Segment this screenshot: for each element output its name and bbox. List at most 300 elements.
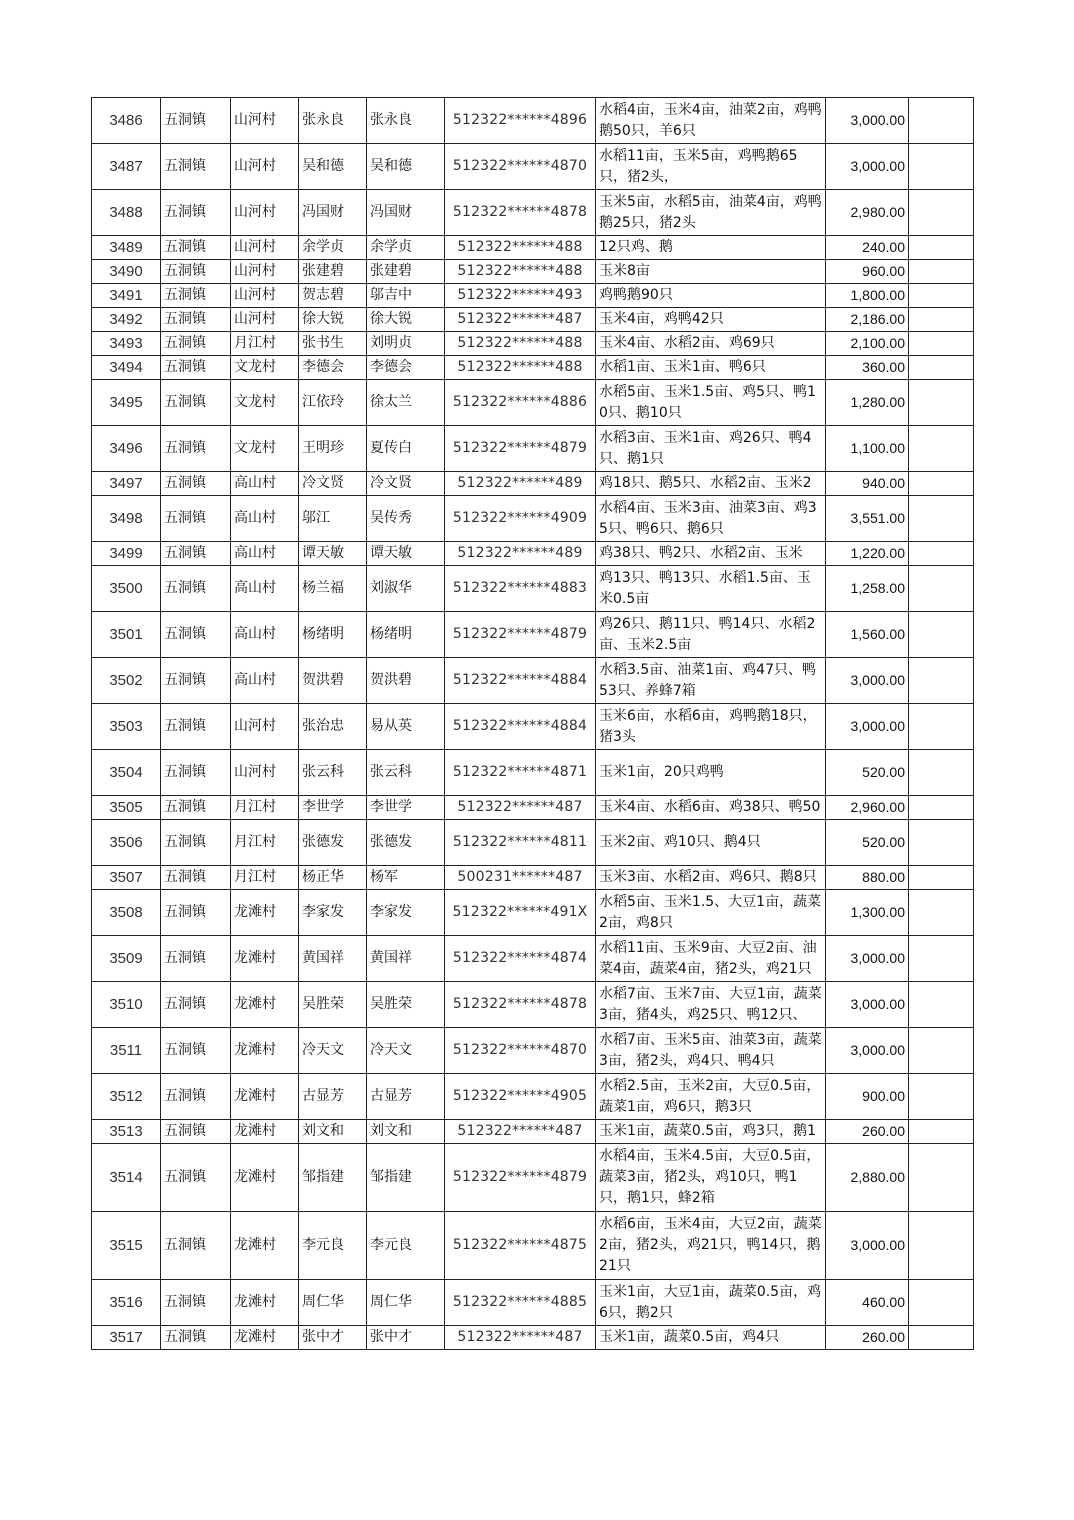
row-number-cell: 3486	[92, 98, 161, 144]
subsidy-amount-cell: 3,551.00	[826, 496, 909, 542]
subsidy-amount-cell: 460.00	[826, 1280, 909, 1326]
row-number-cell: 3513	[92, 1120, 161, 1144]
payee-name-cell: 吴传秀	[367, 496, 445, 542]
village-cell: 龙滩村	[231, 890, 299, 936]
table-row	[92, 1212, 974, 1280]
production-description-cell: 玉米6亩，水稻6亩，鸡鸭鹅18只，猪3头	[596, 704, 826, 750]
village-cell: 文龙村	[231, 356, 299, 380]
row-number-cell: 3512	[92, 1074, 161, 1120]
village-cell: 龙滩村	[231, 1120, 299, 1144]
payee-name-cell: 徐太兰	[367, 380, 445, 426]
payee-name-cell: 杨军	[367, 866, 445, 890]
remarks-cell	[909, 612, 974, 658]
town-cell: 五洞镇	[161, 820, 231, 866]
id-number-cell: 512322******489	[445, 472, 596, 496]
subsidy-amount-cell: 520.00	[826, 750, 909, 796]
id-number-cell: 512322******489	[445, 542, 596, 566]
household-head-cell: 邬江	[299, 496, 367, 542]
payee-name-cell: 古显芳	[367, 1074, 445, 1120]
town-cell: 五洞镇	[161, 890, 231, 936]
payee-name-cell: 徐大锐	[367, 308, 445, 332]
town-cell: 五洞镇	[161, 658, 231, 704]
production-description-cell: 12只鸡、鹅	[596, 236, 826, 260]
production-description-cell: 水稻7亩、玉米7亩、大豆1亩，蔬菜3亩，猪4头，鸡25只、鸭12只、	[596, 982, 826, 1028]
payee-name-cell: 张永良	[367, 98, 445, 144]
id-number-cell: 512322******487	[445, 796, 596, 820]
town-cell: 五洞镇	[161, 750, 231, 796]
production-description-cell: 水稻3亩、玉米1亩、鸡26只、鸭4只、鹅1只	[596, 426, 826, 472]
id-number-cell: 512322******487	[445, 308, 596, 332]
table-row	[92, 144, 974, 190]
village-cell: 月江村	[231, 796, 299, 820]
table-body	[92, 98, 974, 1350]
table-row	[92, 1074, 974, 1120]
village-cell: 龙滩村	[231, 936, 299, 982]
id-number-cell: 512322******4811	[445, 820, 596, 866]
id-number-cell: 512322******4878	[445, 982, 596, 1028]
row-number-cell: 3516	[92, 1280, 161, 1326]
household-head-cell: 古显芳	[299, 1074, 367, 1120]
town-cell: 五洞镇	[161, 704, 231, 750]
payee-name-cell: 刘淑华	[367, 566, 445, 612]
row-number-cell: 3517	[92, 1326, 161, 1350]
remarks-cell	[909, 380, 974, 426]
household-head-cell: 邹指建	[299, 1144, 367, 1212]
subsidy-amount-cell: 1,100.00	[826, 426, 909, 472]
production-description-cell: 水稻4亩，玉米4亩，油菜2亩，鸡鸭鹅50只，羊6只	[596, 98, 826, 144]
production-description-cell: 水稻5亩、玉米1.5、大豆1亩，蔬菜2亩，鸡8只	[596, 890, 826, 936]
payee-name-cell: 张中才	[367, 1326, 445, 1350]
village-cell: 龙滩村	[231, 1144, 299, 1212]
town-cell: 五洞镇	[161, 982, 231, 1028]
payee-name-cell: 夏传白	[367, 426, 445, 472]
id-number-cell: 512322******488	[445, 356, 596, 380]
town-cell: 五洞镇	[161, 936, 231, 982]
table-row	[92, 98, 974, 144]
village-cell: 龙滩村	[231, 1074, 299, 1120]
table-row	[92, 1120, 974, 1144]
town-cell: 五洞镇	[161, 426, 231, 472]
row-number-cell: 3488	[92, 190, 161, 236]
row-number-cell: 3514	[92, 1144, 161, 1212]
town-cell: 五洞镇	[161, 1028, 231, 1074]
row-number-cell: 3515	[92, 1212, 161, 1280]
row-number-cell: 3489	[92, 236, 161, 260]
production-description-cell: 玉米4亩、水稻2亩、鸡69只	[596, 332, 826, 356]
table-row	[92, 750, 974, 796]
subsidy-amount-cell: 2,980.00	[826, 190, 909, 236]
payee-name-cell: 李世学	[367, 796, 445, 820]
table-row	[92, 356, 974, 380]
payee-name-cell: 吴胜荣	[367, 982, 445, 1028]
household-head-cell: 李元良	[299, 1212, 367, 1280]
id-number-cell: 512322******493	[445, 284, 596, 308]
table-row	[92, 866, 974, 890]
household-head-cell: 黄国祥	[299, 936, 367, 982]
table-row	[92, 496, 974, 542]
remarks-cell	[909, 332, 974, 356]
table-row	[92, 1280, 974, 1326]
subsidy-amount-cell: 2,100.00	[826, 332, 909, 356]
village-cell: 文龙村	[231, 426, 299, 472]
remarks-cell	[909, 496, 974, 542]
row-number-cell: 3507	[92, 866, 161, 890]
household-head-cell: 张德发	[299, 820, 367, 866]
row-number-cell: 3491	[92, 284, 161, 308]
production-description-cell: 水稻11亩，玉米5亩，鸡鸭鹅65只，猪2头，	[596, 144, 826, 190]
production-description-cell: 鸡26只、鹅11只、鸭14只、水稻2亩、玉米2.5亩	[596, 612, 826, 658]
village-cell: 高山村	[231, 612, 299, 658]
village-cell: 龙滩村	[231, 1212, 299, 1280]
village-cell: 高山村	[231, 566, 299, 612]
table-row	[92, 612, 974, 658]
village-cell: 龙滩村	[231, 982, 299, 1028]
remarks-cell	[909, 890, 974, 936]
table-row	[92, 426, 974, 472]
remarks-cell	[909, 356, 974, 380]
remarks-cell	[909, 1144, 974, 1212]
production-description-cell: 水稻1亩、玉米1亩、鸭6只	[596, 356, 826, 380]
table-row	[92, 658, 974, 704]
id-number-cell: 512322******4879	[445, 1144, 596, 1212]
table-row	[92, 260, 974, 284]
village-cell: 月江村	[231, 332, 299, 356]
subsidy-amount-cell: 240.00	[826, 236, 909, 260]
table-row	[92, 566, 974, 612]
household-head-cell: 吴胜荣	[299, 982, 367, 1028]
table-row	[92, 190, 974, 236]
household-head-cell: 张书生	[299, 332, 367, 356]
town-cell: 五洞镇	[161, 308, 231, 332]
remarks-cell	[909, 936, 974, 982]
id-number-cell: 512322******487	[445, 1120, 596, 1144]
town-cell: 五洞镇	[161, 98, 231, 144]
subsidy-amount-cell: 3,000.00	[826, 704, 909, 750]
town-cell: 五洞镇	[161, 566, 231, 612]
town-cell: 五洞镇	[161, 284, 231, 308]
production-description-cell: 水稻4亩、玉米3亩、油菜3亩、鸡35只、鸭6只、鹅6只	[596, 496, 826, 542]
remarks-cell	[909, 658, 974, 704]
remarks-cell	[909, 566, 974, 612]
village-cell: 龙滩村	[231, 1280, 299, 1326]
remarks-cell	[909, 1120, 974, 1144]
remarks-cell	[909, 190, 974, 236]
id-number-cell: 512322******4896	[445, 98, 596, 144]
table-row	[92, 472, 974, 496]
table-row	[92, 796, 974, 820]
payee-name-cell: 李家发	[367, 890, 445, 936]
table-row	[92, 1144, 974, 1212]
village-cell: 山河村	[231, 704, 299, 750]
village-cell: 龙滩村	[231, 1028, 299, 1074]
id-number-cell: 512322******4879	[445, 426, 596, 472]
payee-name-cell: 吴和德	[367, 144, 445, 190]
id-number-cell: 512322******488	[445, 236, 596, 260]
remarks-cell	[909, 820, 974, 866]
id-number-cell: 512322******488	[445, 260, 596, 284]
payee-name-cell: 周仁华	[367, 1280, 445, 1326]
row-number-cell: 3509	[92, 936, 161, 982]
production-description-cell: 玉米1亩，大豆1亩，蔬菜0.5亩，鸡6只，鹅2只	[596, 1280, 826, 1326]
household-head-cell: 张中才	[299, 1326, 367, 1350]
payee-name-cell: 张建碧	[367, 260, 445, 284]
town-cell: 五洞镇	[161, 796, 231, 820]
row-number-cell: 3497	[92, 472, 161, 496]
village-cell: 文龙村	[231, 380, 299, 426]
town-cell: 五洞镇	[161, 1212, 231, 1280]
row-number-cell: 3498	[92, 496, 161, 542]
subsidy-amount-cell: 1,220.00	[826, 542, 909, 566]
remarks-cell	[909, 426, 974, 472]
row-number-cell: 3494	[92, 356, 161, 380]
production-description-cell: 水稻4亩，玉米4.5亩，大豆0.5亩，蔬菜3亩，猪2头，鸡10只，鸭1只，鹅1只，蜂2箱	[596, 1144, 826, 1212]
payee-name-cell: 张云科	[367, 750, 445, 796]
subsidy-amount-cell: 1,800.00	[826, 284, 909, 308]
village-cell: 山河村	[231, 98, 299, 144]
remarks-cell	[909, 144, 974, 190]
town-cell: 五洞镇	[161, 190, 231, 236]
village-cell: 月江村	[231, 820, 299, 866]
id-number-cell: 512322******4870	[445, 144, 596, 190]
household-head-cell: 李家发	[299, 890, 367, 936]
production-description-cell: 玉米8亩	[596, 260, 826, 284]
household-head-cell: 李世学	[299, 796, 367, 820]
household-head-cell: 杨正华	[299, 866, 367, 890]
subsidy-amount-cell: 1,280.00	[826, 380, 909, 426]
subsidy-amount-cell: 960.00	[826, 260, 909, 284]
town-cell: 五洞镇	[161, 1144, 231, 1212]
row-number-cell: 3487	[92, 144, 161, 190]
payee-name-cell: 冷文贤	[367, 472, 445, 496]
production-description-cell: 玉米1亩，蔬菜0.5亩，鸡3只，鹅1	[596, 1120, 826, 1144]
household-head-cell: 王明珍	[299, 426, 367, 472]
remarks-cell	[909, 1326, 974, 1350]
remarks-cell	[909, 796, 974, 820]
production-description-cell: 玉米5亩，水稻5亩，油菜4亩，鸡鸭鹅25只，猪2头	[596, 190, 826, 236]
production-description-cell: 水稻6亩，玉米4亩，大豆2亩，蔬菜2亩，猪2头，鸡21只，鸭14只，鹅21只	[596, 1212, 826, 1280]
production-description-cell: 玉米1亩，20只鸡鸭	[596, 750, 826, 796]
table-row	[92, 982, 974, 1028]
row-number-cell: 3495	[92, 380, 161, 426]
payee-name-cell: 李德会	[367, 356, 445, 380]
id-number-cell: 512322******4875	[445, 1212, 596, 1280]
payee-name-cell: 杨绪明	[367, 612, 445, 658]
village-cell: 山河村	[231, 190, 299, 236]
row-number-cell: 3492	[92, 308, 161, 332]
payee-name-cell: 贺洪碧	[367, 658, 445, 704]
table-row	[92, 890, 974, 936]
household-head-cell: 张建碧	[299, 260, 367, 284]
subsidy-amount-cell: 1,560.00	[826, 612, 909, 658]
id-number-cell: 512322******4878	[445, 190, 596, 236]
household-head-cell: 周仁华	[299, 1280, 367, 1326]
remarks-cell	[909, 236, 974, 260]
table-row	[92, 936, 974, 982]
subsidy-amount-cell: 260.00	[826, 1120, 909, 1144]
payee-name-cell: 易从英	[367, 704, 445, 750]
row-number-cell: 3503	[92, 704, 161, 750]
production-description-cell: 鸡38只、鸭2只、水稻2亩、玉米	[596, 542, 826, 566]
id-number-cell: 512322******4886	[445, 380, 596, 426]
subsidy-amount-cell: 2,960.00	[826, 796, 909, 820]
town-cell: 五洞镇	[161, 612, 231, 658]
row-number-cell: 3510	[92, 982, 161, 1028]
town-cell: 五洞镇	[161, 1120, 231, 1144]
production-description-cell: 水稻7亩、玉米5亩、油菜3亩，蔬菜3亩，猪2头，鸡4只、鸭4只	[596, 1028, 826, 1074]
remarks-cell	[909, 260, 974, 284]
remarks-cell	[909, 1074, 974, 1120]
remarks-cell	[909, 542, 974, 566]
id-number-cell: 512322******487	[445, 1326, 596, 1350]
subsidy-table	[91, 97, 974, 1350]
town-cell: 五洞镇	[161, 1280, 231, 1326]
village-cell: 月江村	[231, 866, 299, 890]
remarks-cell	[909, 1028, 974, 1074]
village-cell: 高山村	[231, 542, 299, 566]
production-description-cell: 玉米2亩、鸡10只、鹅4只	[596, 820, 826, 866]
remarks-cell	[909, 704, 974, 750]
town-cell: 五洞镇	[161, 332, 231, 356]
household-head-cell: 谭天敏	[299, 542, 367, 566]
production-description-cell: 鸡13只、鸭13只、水稻1.5亩、玉米0.5亩	[596, 566, 826, 612]
remarks-cell	[909, 284, 974, 308]
subsidy-amount-cell: 3,000.00	[826, 658, 909, 704]
production-description-cell: 鸡18只、鹅5只、水稻2亩、玉米2	[596, 472, 826, 496]
town-cell: 五洞镇	[161, 144, 231, 190]
production-description-cell: 鸡鸭鹅90只	[596, 284, 826, 308]
subsidy-amount-cell: 3,000.00	[826, 1028, 909, 1074]
town-cell: 五洞镇	[161, 472, 231, 496]
production-description-cell: 玉米1亩，蔬菜0.5亩，鸡4只	[596, 1326, 826, 1350]
id-number-cell: 512322******4884	[445, 658, 596, 704]
id-number-cell: 500231******487	[445, 866, 596, 890]
household-head-cell: 刘文和	[299, 1120, 367, 1144]
household-head-cell: 李德会	[299, 356, 367, 380]
id-number-cell: 512322******4870	[445, 1028, 596, 1074]
town-cell: 五洞镇	[161, 542, 231, 566]
remarks-cell	[909, 472, 974, 496]
remarks-cell	[909, 98, 974, 144]
household-head-cell: 冷文贤	[299, 472, 367, 496]
production-description-cell: 水稻3.5亩、油菜1亩、鸡47只、鸭53只、养蜂7箱	[596, 658, 826, 704]
production-description-cell: 玉米4亩，鸡鸭42只	[596, 308, 826, 332]
production-description-cell: 水稻5亩、玉米1.5亩、鸡5只、鸭10只、鹅10只	[596, 380, 826, 426]
table-row	[92, 1028, 974, 1074]
payee-name-cell: 李元良	[367, 1212, 445, 1280]
row-number-cell: 3496	[92, 426, 161, 472]
remarks-cell	[909, 308, 974, 332]
payee-name-cell: 邬吉中	[367, 284, 445, 308]
remarks-cell	[909, 982, 974, 1028]
subsidy-amount-cell: 2,880.00	[826, 1144, 909, 1212]
payee-name-cell: 邹指建	[367, 1144, 445, 1212]
payee-name-cell: 张德发	[367, 820, 445, 866]
row-number-cell: 3500	[92, 566, 161, 612]
household-head-cell: 吴和德	[299, 144, 367, 190]
subsidy-amount-cell: 3,000.00	[826, 1212, 909, 1280]
table-row	[92, 820, 974, 866]
town-cell: 五洞镇	[161, 236, 231, 260]
town-cell: 五洞镇	[161, 380, 231, 426]
remarks-cell	[909, 1212, 974, 1280]
town-cell: 五洞镇	[161, 1326, 231, 1350]
subsidy-amount-cell: 880.00	[826, 866, 909, 890]
row-number-cell: 3499	[92, 542, 161, 566]
row-number-cell: 3490	[92, 260, 161, 284]
household-head-cell: 徐大锐	[299, 308, 367, 332]
id-number-cell: 512322******4909	[445, 496, 596, 542]
subsidy-amount-cell: 3,000.00	[826, 936, 909, 982]
household-head-cell: 杨兰福	[299, 566, 367, 612]
production-description-cell: 玉米3亩、水稻2亩、鸡6只、鹅8只	[596, 866, 826, 890]
table-row	[92, 704, 974, 750]
id-number-cell: 512322******4884	[445, 704, 596, 750]
village-cell: 山河村	[231, 750, 299, 796]
village-cell: 山河村	[231, 236, 299, 260]
payee-name-cell: 冷天文	[367, 1028, 445, 1074]
row-number-cell: 3511	[92, 1028, 161, 1074]
household-head-cell: 张云科	[299, 750, 367, 796]
payee-name-cell: 冯国财	[367, 190, 445, 236]
household-head-cell: 贺洪碧	[299, 658, 367, 704]
id-number-cell: 512322******4885	[445, 1280, 596, 1326]
household-head-cell: 贺志碧	[299, 284, 367, 308]
id-number-cell: 512322******4883	[445, 566, 596, 612]
subsidy-amount-cell: 900.00	[826, 1074, 909, 1120]
household-head-cell: 冷天文	[299, 1028, 367, 1074]
household-head-cell: 冯国财	[299, 190, 367, 236]
production-description-cell: 水稻2.5亩，玉米2亩，大豆0.5亩，蔬菜1亩，鸡6只，鹅3只	[596, 1074, 826, 1120]
production-description-cell: 水稻11亩、玉米9亩、大豆2亩、油菜4亩，蔬菜4亩，猪2头，鸡21只	[596, 936, 826, 982]
remarks-cell	[909, 750, 974, 796]
village-cell: 山河村	[231, 260, 299, 284]
table-row	[92, 542, 974, 566]
household-head-cell: 江依玲	[299, 380, 367, 426]
subsidy-amount-cell: 520.00	[826, 820, 909, 866]
town-cell: 五洞镇	[161, 356, 231, 380]
subsidy-amount-cell: 3,000.00	[826, 144, 909, 190]
payee-name-cell: 刘明贞	[367, 332, 445, 356]
household-head-cell: 杨绪明	[299, 612, 367, 658]
row-number-cell: 3504	[92, 750, 161, 796]
subsidy-amount-cell: 260.00	[826, 1326, 909, 1350]
id-number-cell: 512322******4879	[445, 612, 596, 658]
town-cell: 五洞镇	[161, 866, 231, 890]
table-row	[92, 1326, 974, 1350]
village-cell: 龙滩村	[231, 1326, 299, 1350]
table-row	[92, 236, 974, 260]
table-row	[92, 284, 974, 308]
village-cell: 山河村	[231, 308, 299, 332]
id-number-cell: 512322******4874	[445, 936, 596, 982]
village-cell: 山河村	[231, 284, 299, 308]
row-number-cell: 3506	[92, 820, 161, 866]
subsidy-amount-cell: 1,258.00	[826, 566, 909, 612]
payee-name-cell: 谭天敏	[367, 542, 445, 566]
row-number-cell: 3508	[92, 890, 161, 936]
town-cell: 五洞镇	[161, 496, 231, 542]
remarks-cell	[909, 1280, 974, 1326]
village-cell: 山河村	[231, 144, 299, 190]
household-head-cell: 余学贞	[299, 236, 367, 260]
table-row	[92, 380, 974, 426]
subsidy-amount-cell: 940.00	[826, 472, 909, 496]
town-cell: 五洞镇	[161, 260, 231, 284]
remarks-cell	[909, 866, 974, 890]
household-head-cell: 张治忠	[299, 704, 367, 750]
row-number-cell: 3502	[92, 658, 161, 704]
subsidy-amount-cell: 3,000.00	[826, 98, 909, 144]
